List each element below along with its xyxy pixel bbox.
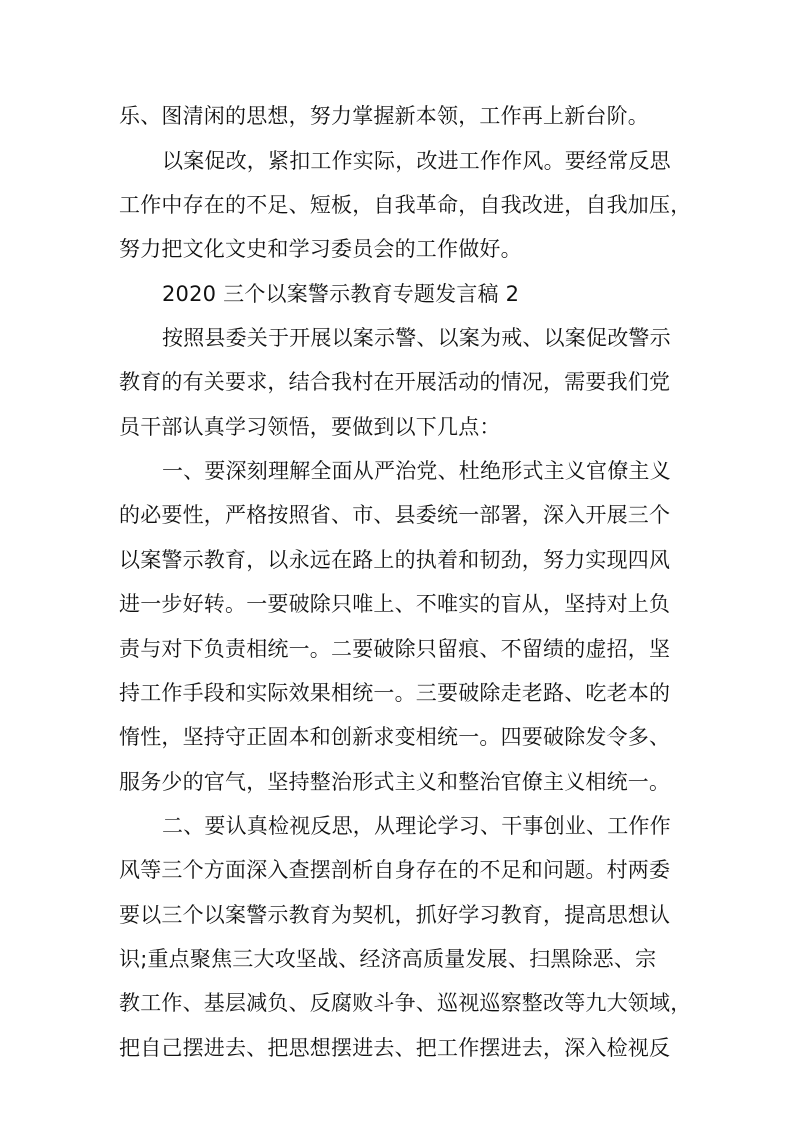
text-line: 责与对下负责相统一。二要破除只留痕、不留绩的虚招，坚 [119, 637, 671, 661]
text-line: 工作中存在的不足、短板，自我革命，自我改进，自我加压， [119, 193, 692, 217]
paragraph-first-line: 按照县委关于开展以案示警、以案为戒、以案促改警示 [162, 326, 671, 350]
text-line: 努力把文化文史和学习委员会的工作做好。 [119, 237, 522, 261]
text-line: 要以三个以案警示教育为契机，抓好学习教育，提高思想认 [119, 903, 671, 927]
text-line: 教育的有关要求，结合我村在开展活动的情况，需要我们党 [119, 370, 671, 394]
paragraph-first-line: 一、要深刻理解全面从严治党、杜绝形式主义官僚主义 [162, 459, 671, 483]
text-line: 风等三个方面深入查摆剖析自身存在的不足和问题。村两委 [119, 858, 671, 882]
text-line: 教工作、基层减负、反腐败斗争、巡视巡察整改等九大领域， [119, 991, 692, 1015]
section-title: 2020 三个以案警示教育专题发言稿 2 [162, 282, 520, 306]
text-line: 员干部认真学习领悟，要做到以下几点： [119, 415, 501, 439]
text-line: 持工作手段和实际效果相统一。三要破除走老路、吃老本的 [119, 681, 671, 705]
text-line: 进一步好转。一要破除只唯上、不唯实的盲从，坚持对上负 [119, 592, 671, 616]
text-line: 服务少的官气，坚持整治形式主义和整治官僚主义相统一。 [119, 770, 671, 794]
text-line: 识;重点聚焦三大攻坚战、经济高质量发展、扫黑除恶、宗 [119, 947, 657, 971]
paragraph-first-line: 二、要认真检视反思，从理论学习、干事创业、工作作 [162, 814, 671, 838]
text-line: 的必要性，严格按照省、市、县委统一部署，深入开展三个 [119, 503, 671, 527]
text-line: 惰性，坚持守正固本和创新求变相统一。四要破除发令多、 [119, 725, 671, 749]
text-line: 把自己摆进去、把思想摆进去、把工作摆进去，深入检视反 [119, 1036, 671, 1060]
text-line: 乐、图清闲的思想，努力掌握新本领，工作再上新台阶。 [119, 104, 649, 128]
text-line: 以案警示教育，以永远在路上的执着和韧劲，努力实现四风 [119, 548, 671, 572]
paragraph-first-line: 以案促改，紧扣工作实际，改进工作作风。要经常反思 [162, 149, 671, 173]
